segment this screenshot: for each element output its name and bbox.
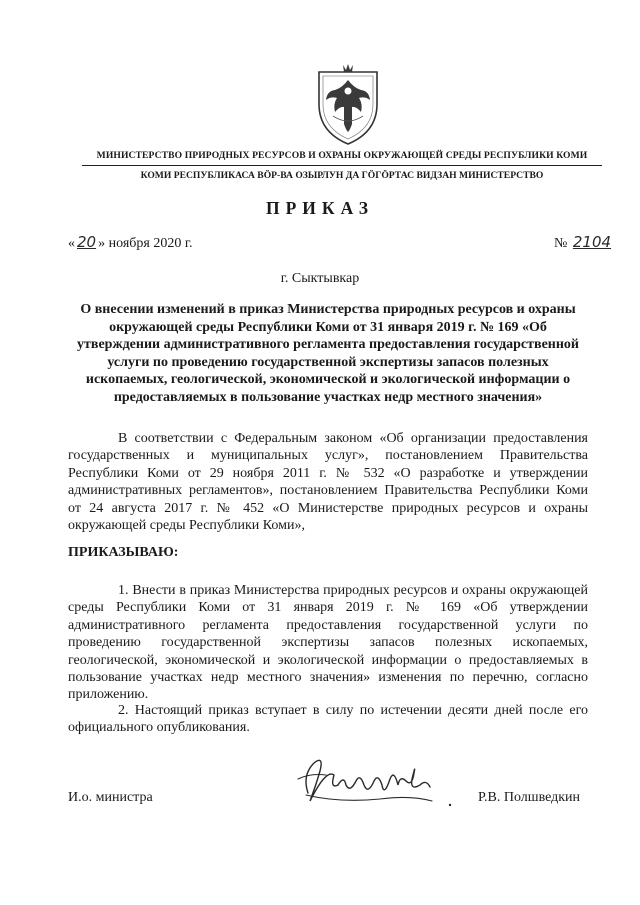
document-title: ПРИКАЗ [265, 198, 375, 218]
item2-line: 2. Настоящий приказ вступает в силу по истечении десяти дней после его [118, 703, 588, 718]
document-date [68, 233, 192, 252]
subject-line: ископаемых, геологической, экономической и экологической информации о [85, 372, 571, 388]
preamble-line: В соответствии с Федеральным законом «Об организации предоставления [118, 431, 588, 446]
item1-line: административного регламента предоставления государственной услуги по [68, 617, 588, 633]
subject-line: услуги по проведению государственной экспертизы запасов полезных [107, 354, 549, 370]
document-number [554, 233, 613, 252]
item1-line: геологической, экономической и экологической информации о предоставляемых в [68, 652, 588, 668]
date-quote-open: « [68, 236, 75, 251]
date-quote-close: » [98, 236, 106, 251]
number-prefix: № [554, 236, 571, 251]
subject-line: предоставляемых в пользование участках недр местного значения» [113, 389, 543, 405]
preamble-line: окружающей среды Республики Коми», [68, 517, 305, 533]
item1-line: пользование участках недр местного значения» изменения по перечню, согласно [68, 669, 588, 685]
signatory-position: И.о. министра [68, 790, 153, 805]
item1-line: 1. Внести в приказ Министерства природных ресурсов и охраны окружающей [118, 583, 588, 598]
handwritten-signature-icon [280, 745, 480, 825]
signatory-name: Р.В. Полшведкин [478, 790, 581, 805]
order-word: ПРИКАЗЫВАЮ: [68, 545, 179, 560]
subject-line: окружающей среды Республики Коми от 31 января 2019 г. № 169 «Об [109, 319, 547, 335]
order-item-2 [68, 702, 588, 737]
preamble-line: Республики Коми от 29 ноября 2011 г. № 532 «О разработке и утверждении [68, 465, 588, 481]
preamble-paragraph [68, 430, 588, 534]
komi-coat-of-arms-icon [313, 60, 383, 146]
item1-line: приложению. [68, 687, 149, 703]
preamble-line: административных регламентов», постановлением Правительства Республики Коми [68, 483, 588, 499]
document-subject [68, 301, 588, 407]
number-value-handwritten: 2104 [572, 233, 612, 251]
item2-line: официального опубликования. [68, 720, 250, 736]
subject-line: утверждении административного регламента предоставления государственной [77, 337, 579, 353]
ministry-name-komi: КОМИ РЕСПУБЛИКАСА ВӦР-ВА ОЗЫРЛУН ДА ГӦГӦРТАС ВИДЗАН МИНИСТЕРСТВО [140, 170, 544, 181]
header-divider [82, 165, 602, 166]
item1-line: среды Республики Коми от 31 января 2019 г. № 169 «Об утверждении [68, 600, 588, 616]
preamble-line: от 24 августа 2017 г. № 452 «О Министерстве природных ресурсов и охраны [68, 500, 588, 516]
ministry-name-ru: МИНИСТЕРСТВО ПРИРОДНЫХ РЕСУРСОВ И ОХРАНЫ ОКРУЖАЮЩЕЙ СРЕДЫ РЕСПУБЛИКИ КОМИ [96, 150, 588, 161]
document-city: г. Сыктывкар [280, 271, 360, 286]
date-day-handwritten: 20 [77, 233, 97, 251]
order-item-1 [68, 582, 588, 704]
preamble-line: государственных и муниципальных услуг», постановлением Правительства [68, 448, 588, 464]
date-month-year: ноября 2020 г. [105, 236, 193, 251]
subject-line: О внесении изменений в приказ Министерства природных ресурсов и охраны [80, 302, 576, 317]
item1-line: проведению государственной экспертизы запасов полезных ископаемых, [68, 635, 588, 651]
